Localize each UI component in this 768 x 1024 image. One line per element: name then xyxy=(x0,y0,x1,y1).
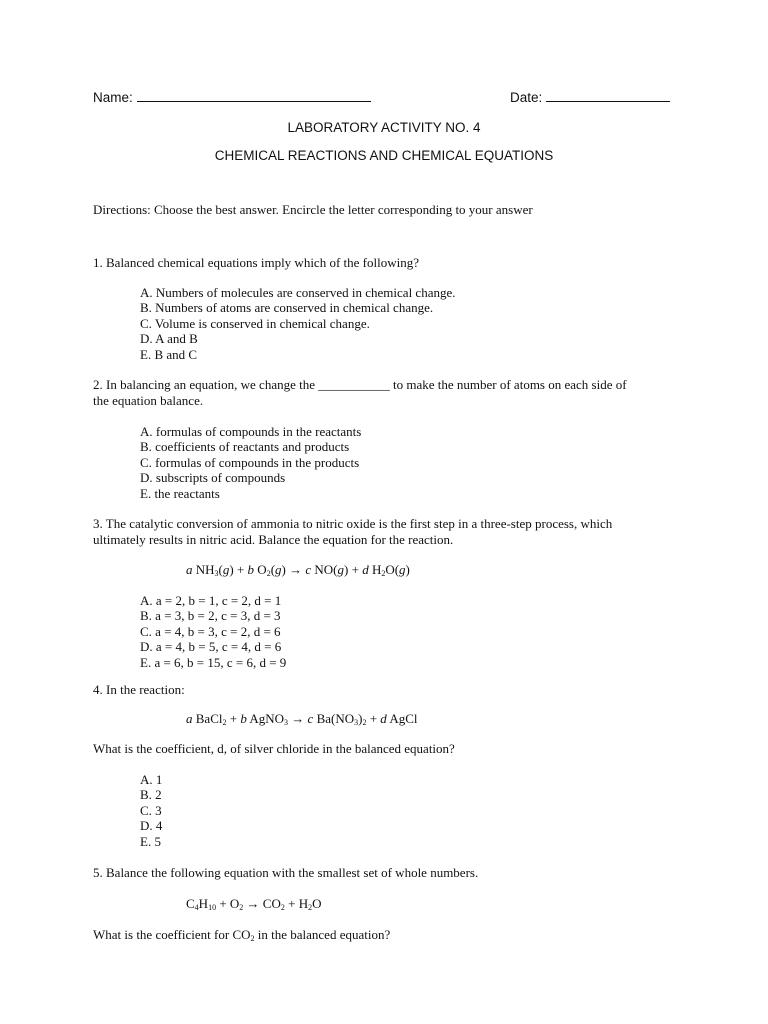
question-3-line-2: ultimately results in nitric acid. Balance the equation for the reaction. xyxy=(93,532,454,547)
question-3-equation: a $NH_3(g) + b$ $O_2(g) \to c$ NO(g) + d $H_2O(g)$ xyxy=(186,562,410,578)
question-4-question: What is the coefficient, d, of silver chloride in the balanced equation? xyxy=(93,741,455,756)
question-5-question-post: in the balanced equation? xyxy=(254,927,391,942)
question-1-option-c[interactable]: C. Volume is conserved in chemical change. xyxy=(140,315,370,331)
question-1-option-b[interactable]: B. Numbers of atoms are conserved in chemical change. xyxy=(140,300,434,316)
question-2-option-b[interactable]: B. coefficients of reactants and products xyxy=(140,439,350,455)
question-4-text: 4. In the reaction: xyxy=(93,682,185,697)
question-1-option-d[interactable]: D. A and B xyxy=(140,331,198,347)
question-3-line-1: 3. The catalytic conversion of ammonia to nitric oxide is the first step in a three-step process, which xyxy=(93,516,613,531)
page-title: LABORATORY ACTIVITY NO. 4 xyxy=(287,120,481,135)
question-4-option-c[interactable]: C. 3 xyxy=(140,802,162,818)
question-2-text-post: to make the number of atoms on each side of xyxy=(393,377,627,392)
question-2-option-e[interactable]: E. the reactants xyxy=(140,485,220,501)
name-field[interactable] xyxy=(93,89,371,105)
question-1-option-e[interactable]: E. B and C xyxy=(140,346,198,362)
question-5-question-sub: 2 xyxy=(250,934,255,943)
name-label: Name: xyxy=(93,90,133,105)
directions-text: Directions: Choose the best answer. Encircle the letter corresponding to your answer xyxy=(93,202,533,217)
question-4-options xyxy=(140,772,162,849)
question-2-text-pre: 2. In balancing an equation, we change the xyxy=(93,377,315,392)
question-5-question-pre: What is the coefficient for CO xyxy=(93,927,251,942)
question-3-option-e[interactable]: E. a = 6, b = 15, c = 6, d = 9 xyxy=(140,654,287,670)
question-2-option-c[interactable]: C. formulas of compounds in the products xyxy=(140,454,360,470)
question-1-options xyxy=(140,285,456,362)
question-3-option-b[interactable]: B. a = 3, b = 2, c = 3, d = 3 xyxy=(140,608,281,624)
question-4-option-b[interactable]: B. 2 xyxy=(140,787,162,803)
question-3-option-c[interactable]: C. a = 4, b = 3, c = 2, d = 6 xyxy=(140,623,281,639)
question-5-equation: $C_4H_{10} + O_2 \to CO_2 + H_2O$ xyxy=(186,896,322,912)
name-blank-line[interactable] xyxy=(137,89,371,102)
date-field[interactable] xyxy=(510,89,670,105)
question-2-option-a[interactable]: A. formulas of compounds in the reactants xyxy=(140,424,362,439)
question-4-equation: a BaCl$_2$ + b AgNO$_3$ → c $Ba(NO_3)_2 + d$ AgCl xyxy=(186,711,418,727)
question-2-line-1 xyxy=(93,377,627,392)
question-1-text: 1. Balanced chemical equations imply which of the following? xyxy=(93,255,419,270)
date-label: Date: xyxy=(510,90,543,105)
question-2-blank: ___________ xyxy=(318,377,390,392)
question-4-option-a[interactable]: A. 1 xyxy=(140,772,163,787)
question-2-line-2: the equation balance. xyxy=(93,393,204,408)
question-2-option-d[interactable]: D. subscripts of compounds xyxy=(140,470,286,486)
question-4-option-e[interactable]: E. 5 xyxy=(140,833,161,849)
question-1-option-a[interactable]: A. Numbers of molecules are conserved in chemical change. xyxy=(140,285,456,300)
question-4-option-d[interactable]: D. 4 xyxy=(140,818,163,834)
question-5-question xyxy=(93,927,390,942)
question-3-options xyxy=(140,593,286,670)
page-subtitle: CHEMICAL REACTIONS AND CHEMICAL EQUATIONS xyxy=(214,148,554,163)
date-blank-line[interactable] xyxy=(546,89,670,102)
question-3-option-d[interactable]: D. a = 4, b = 5, c = 4, d = 6 xyxy=(140,639,282,655)
question-3-option-a[interactable]: A. a = 2, b = 1, c = 2, d = 1 xyxy=(140,593,282,608)
question-2-options xyxy=(140,424,361,501)
question-5-text: 5. Balance the following equation with the smallest set of whole numbers. xyxy=(93,865,479,880)
